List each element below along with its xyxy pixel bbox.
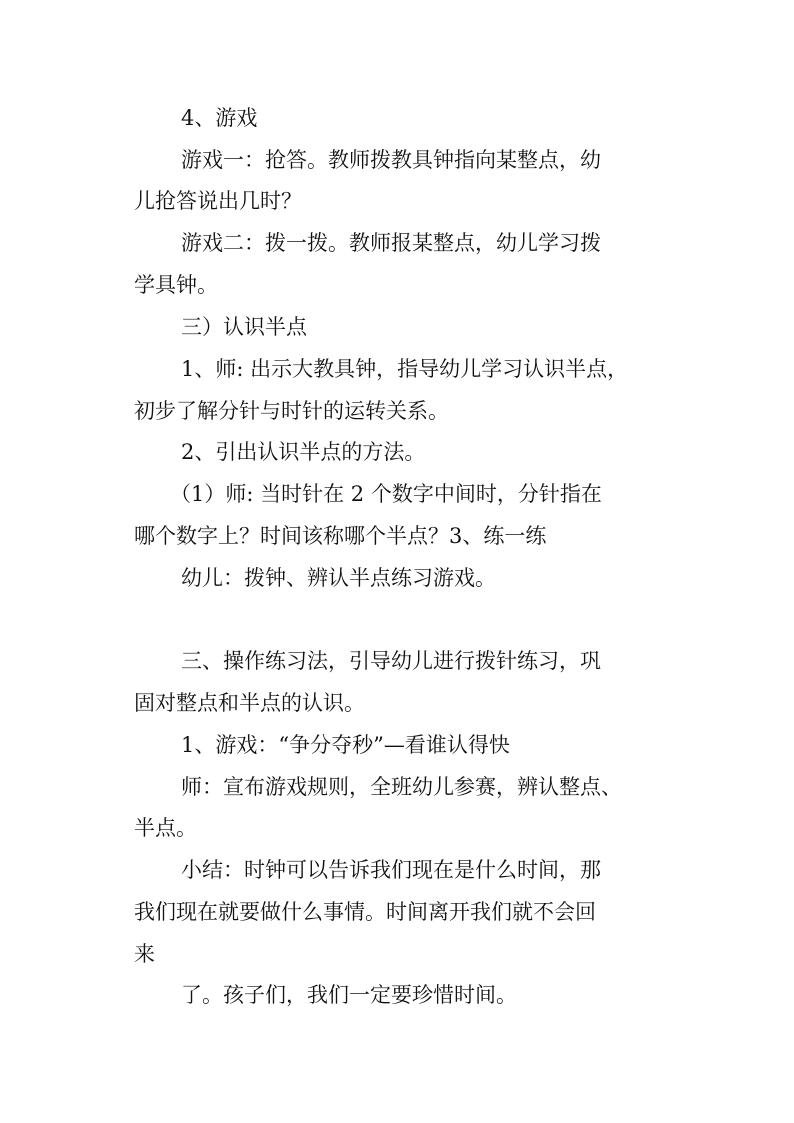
- text-line-1: 4、游戏: [181, 106, 258, 130]
- text-line-4: 游戏二：拨一拨。教师报某整点，幼儿学习拨: [181, 231, 601, 255]
- text-line-16: 师：宣布游戏规则，全班幼儿参赛，辨认整点、: [181, 775, 622, 799]
- text-line-9: 2、引出认识半点的方法。: [181, 440, 426, 464]
- text-line-12: 幼儿：拨钟、辨认半点练习游戏。: [181, 566, 496, 590]
- text-line-20: 来: [134, 942, 155, 966]
- text-line-7: 1、师: 出示大教具钟，指导幼儿学习认识半点，: [181, 357, 629, 381]
- text-line-14: 固对整点和半点的认识。: [134, 691, 365, 715]
- text-line-8: 初步了解分针与时针的运转关系。: [134, 399, 449, 423]
- text-line-18: 小结：时钟可以告诉我们现在是什么时间，那: [181, 858, 601, 882]
- text-line-11: 哪个数字上？时间该称哪个半点？3、练一练: [134, 524, 547, 548]
- text-line-2: 游戏一：抢答。教师拨教具钟指向某整点，幼: [181, 148, 601, 172]
- text-line-21: 了。孩子们，我们一定要珍惜时间。: [181, 983, 517, 1007]
- text-line-5: 学具钟。: [134, 273, 218, 297]
- text-line-19: 我们现在就要做什么事情。时间离开我们就不会回: [134, 900, 596, 924]
- text-line-17: 半点。: [134, 816, 197, 840]
- text-line-13: 三、操作练习法，引导幼儿进行拨针练习，巩: [181, 649, 601, 673]
- text-line-6: 三）认识半点: [181, 315, 307, 339]
- text-line-15: 1、游戏：“争分夺秒”—看谁认得快: [181, 733, 510, 757]
- text-line-10: （1）师: 当时针在 2 个数字中间时，分针指在: [170, 482, 602, 506]
- text-line-3: 儿抢答说出几时？: [134, 189, 302, 213]
